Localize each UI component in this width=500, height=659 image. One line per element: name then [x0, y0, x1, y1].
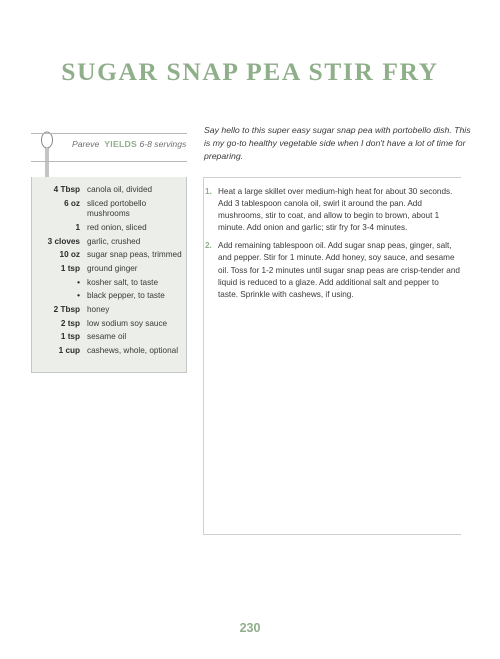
yields-line	[72, 139, 186, 149]
ingredient-row	[32, 319, 186, 330]
step-item	[204, 186, 461, 234]
header-rule	[31, 133, 187, 134]
recipe-intro: Say hello to this super easy sugar snap pea with portobello dish. This is my go-to healthy vegetable side when I don't have a lot of time for preparing.	[204, 125, 471, 162]
step-number: 1.	[205, 187, 212, 196]
ingredient-row	[32, 250, 186, 261]
ingredient-bullet: •	[77, 291, 80, 301]
yields-value: 6-8 servings	[139, 139, 187, 149]
page-number: 230	[239, 621, 261, 635]
ingredient-qty: 6 oz	[64, 198, 80, 208]
category-label: Pareve	[72, 139, 100, 149]
ingredient-name: red onion, sliced	[87, 222, 147, 232]
ingredient-qty: 3 cloves	[47, 236, 80, 246]
ingredient-row	[32, 278, 186, 289]
ingredient-qty: 2 Tbsp	[53, 305, 80, 315]
ingredient-name: low sodium soy sauce	[87, 318, 168, 328]
ingredient-row	[32, 346, 186, 357]
ingredient-row	[32, 291, 186, 302]
ingredient-name: ground ginger	[87, 264, 138, 274]
spoon-icon	[36, 128, 58, 180]
ingredient-bullet: •	[77, 277, 80, 287]
ingredient-qty: 1	[75, 222, 80, 232]
steps-panel	[203, 177, 461, 535]
ingredient-name: sesame oil	[87, 332, 127, 342]
step-item	[204, 240, 461, 300]
ingredient-name: garlic, crushed	[87, 236, 141, 246]
ingredient-name: sliced portobello mushrooms	[87, 198, 147, 219]
yields-rule	[31, 161, 187, 162]
ingredient-qty: 1 tsp	[60, 332, 80, 342]
ingredient-name: cashews, whole, optional	[87, 346, 179, 356]
recipe-title: SUGAR SNAP PEA STIR FRY	[61, 57, 439, 86]
ingredient-qty: 1 tsp	[60, 264, 80, 274]
ingredient-row	[32, 223, 186, 234]
ingredient-row	[32, 237, 186, 248]
ingredient-qty: 10 oz	[59, 250, 80, 260]
ingredient-qty: 4 Tbsp	[53, 185, 80, 194]
ingredient-name: kosher salt, to taste	[87, 277, 158, 287]
step-text: Heat a large skillet over medium-high heat for about 30 seconds. Add 3 tablespoon canola oil, swirl it around the pan. Add mushrooms, stir to coat, and allow to begin to brown, about 1 minute. Add onion and garlic; stir fry for 3-4 minutes.	[218, 187, 453, 233]
ingredient-qty: 2 tsp	[60, 318, 80, 328]
yields-label: YIELDS	[104, 139, 138, 149]
step-text: Add remaining tablespoon oil. Add sugar snap peas, ginger, salt, and pepper. Stir for 1 minute. Add honey, soy sauce, and sesame oil. Toss for 1-2 minutes until sugar snap peas are crisp-tender and liquid is reduced to a glaze. Add additional salt and pepper to taste. Sprinkle with cashews, if using.	[218, 241, 460, 299]
ingredient-name: canola oil, divided	[87, 185, 153, 194]
ingredient-name: honey	[87, 305, 110, 315]
ingredient-row	[32, 332, 186, 343]
ingredient-row	[32, 185, 186, 196]
ingredient-row	[32, 199, 186, 220]
ingredient-qty: 1 cup	[58, 346, 80, 356]
step-number: 2.	[205, 241, 212, 251]
ingredient-row	[32, 305, 186, 316]
ingredient-name: black pepper, to taste	[87, 291, 165, 301]
ingredient-row	[32, 264, 186, 275]
ingredient-name: sugar snap peas, trimmed	[87, 250, 182, 260]
ingredients-panel	[31, 177, 187, 373]
